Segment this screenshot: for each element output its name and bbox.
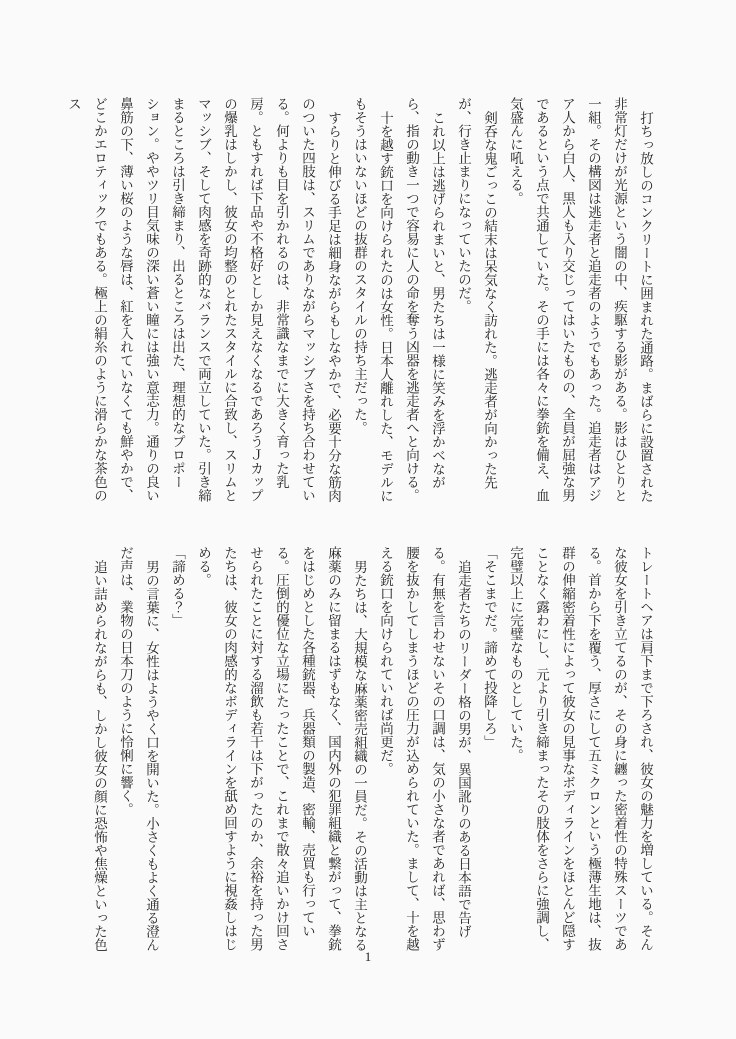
text-block-top: [66, 97, 658, 503]
page-number: 1: [364, 949, 372, 964]
paragraph: 追い詰められながらも、しかし彼女の顔に恐怖や焦燥といった色: [92, 559, 107, 951]
paragraph: 「諦める？」: [170, 546, 185, 627]
text-block-bottom: [86, 546, 658, 952]
paragraph: 「そこまでだ。諦めて投降しろ」: [482, 546, 497, 749]
paragraph: 男の言葉に、女性はようやく口を開いた。小さくもよく通る澄んだ声は、業物の日本刀のように怜悧に響く。: [118, 546, 159, 951]
paragraph: トレートヘアは肩下まで下ろされ、彼女の魅力を増している。そんな彼女を引き立てるのが、その身に纏った密着性の特殊スーツである。首から下を覆う、厚さにして五ミクロンという極薄生地は、抜群の伸縮密着性によって彼女の見事なボディラインをほとんど隠すことなく露わにし、元より引き締まったその肢体をさらに強調し、完璧以上に完璧なものとしていた。: [508, 546, 653, 951]
paragraph: 男たちは、大規模な麻薬密売組織の一員だ。その活動は主となる麻薬のみに留まるはずもなく、国内外の犯罪組織と繋がって、拳銃をはじめとした各種銃器、兵器類の製造、密輸、売買も行っている。圧倒的優位な立場にたったことで、これまで散々追いかけ回させられたことに対する溜飲も若干は下がったのか、余裕を持った男たちは、彼女の肉感的なボディラインを舐め回すように視姦しはじめる。: [196, 546, 367, 951]
paragraph: すらりと伸びる手足は細身ながらもしなやかで、必要十分な筋肉のついた四肢は、スリムでありながらマッシブさを持ち合わせている。何よりも目を引かれるのは、非常識なまでに大きく育った乳房。ともすれば下品や不格好としか見えなくなるであろうＪカップの爆乳はしかし、彼女の均整のとれたスタイルに合致し、スリムとマッシブ、そして肉感を奇跡的なバランスで両立していた。引き締まるところは引き締まり、出るところは出た、理想的なプロポーション。ややツリ目気味の深い蒼い瞳には強い意志力。通りの良い鼻筋の下、薄い桜のような唇は、紅を入れていなくても鮮やかで、どこかエロティックでもある。極上の絹糸のように滑らかな茶色のス: [66, 97, 341, 502]
paragraph: 剣呑な鬼ごっこの結末は呆気なく訪れた。逃走者が向かった先が、行き止まりになっていたのだ。: [456, 97, 497, 489]
paragraph: 追走者たちのリーダー格の男が、異国訛りのある日本語で告げる。有無を言わせないその口調は、気の小さな者であれば、思わず腰を抜かしてしまうほどの圧力が込められていた。まして、十を越える銃口を向けられていれば尚更だ。: [378, 546, 471, 951]
paragraph: 打ちっ放しのコンクリートに囲まれた通路。まばらに設置された非常灯だけが光源という闇の中、疾駆する影がある。影はひとりと一組。その構図は逃走者と追走者のようでもあった。追走者はアジア人から白人、黒人も入り交じってはいたものの、全員が屈強な男であるという点で共通していた。その手には各々に拳銃を備え、血気盛んに吼える。: [508, 97, 653, 502]
paragraph: これ以上は逃げられまいと、男たちは一様に笑みを浮かべながら、指の動き一つで容易に人の命を奪う凶器を逃走者へと向ける。: [404, 97, 445, 502]
paragraph: 十を越す銃口を向けられたのは女性。日本人離れした、モデルにもそうはいないほどの抜群のスタイルの持ち主だった。: [352, 97, 393, 502]
